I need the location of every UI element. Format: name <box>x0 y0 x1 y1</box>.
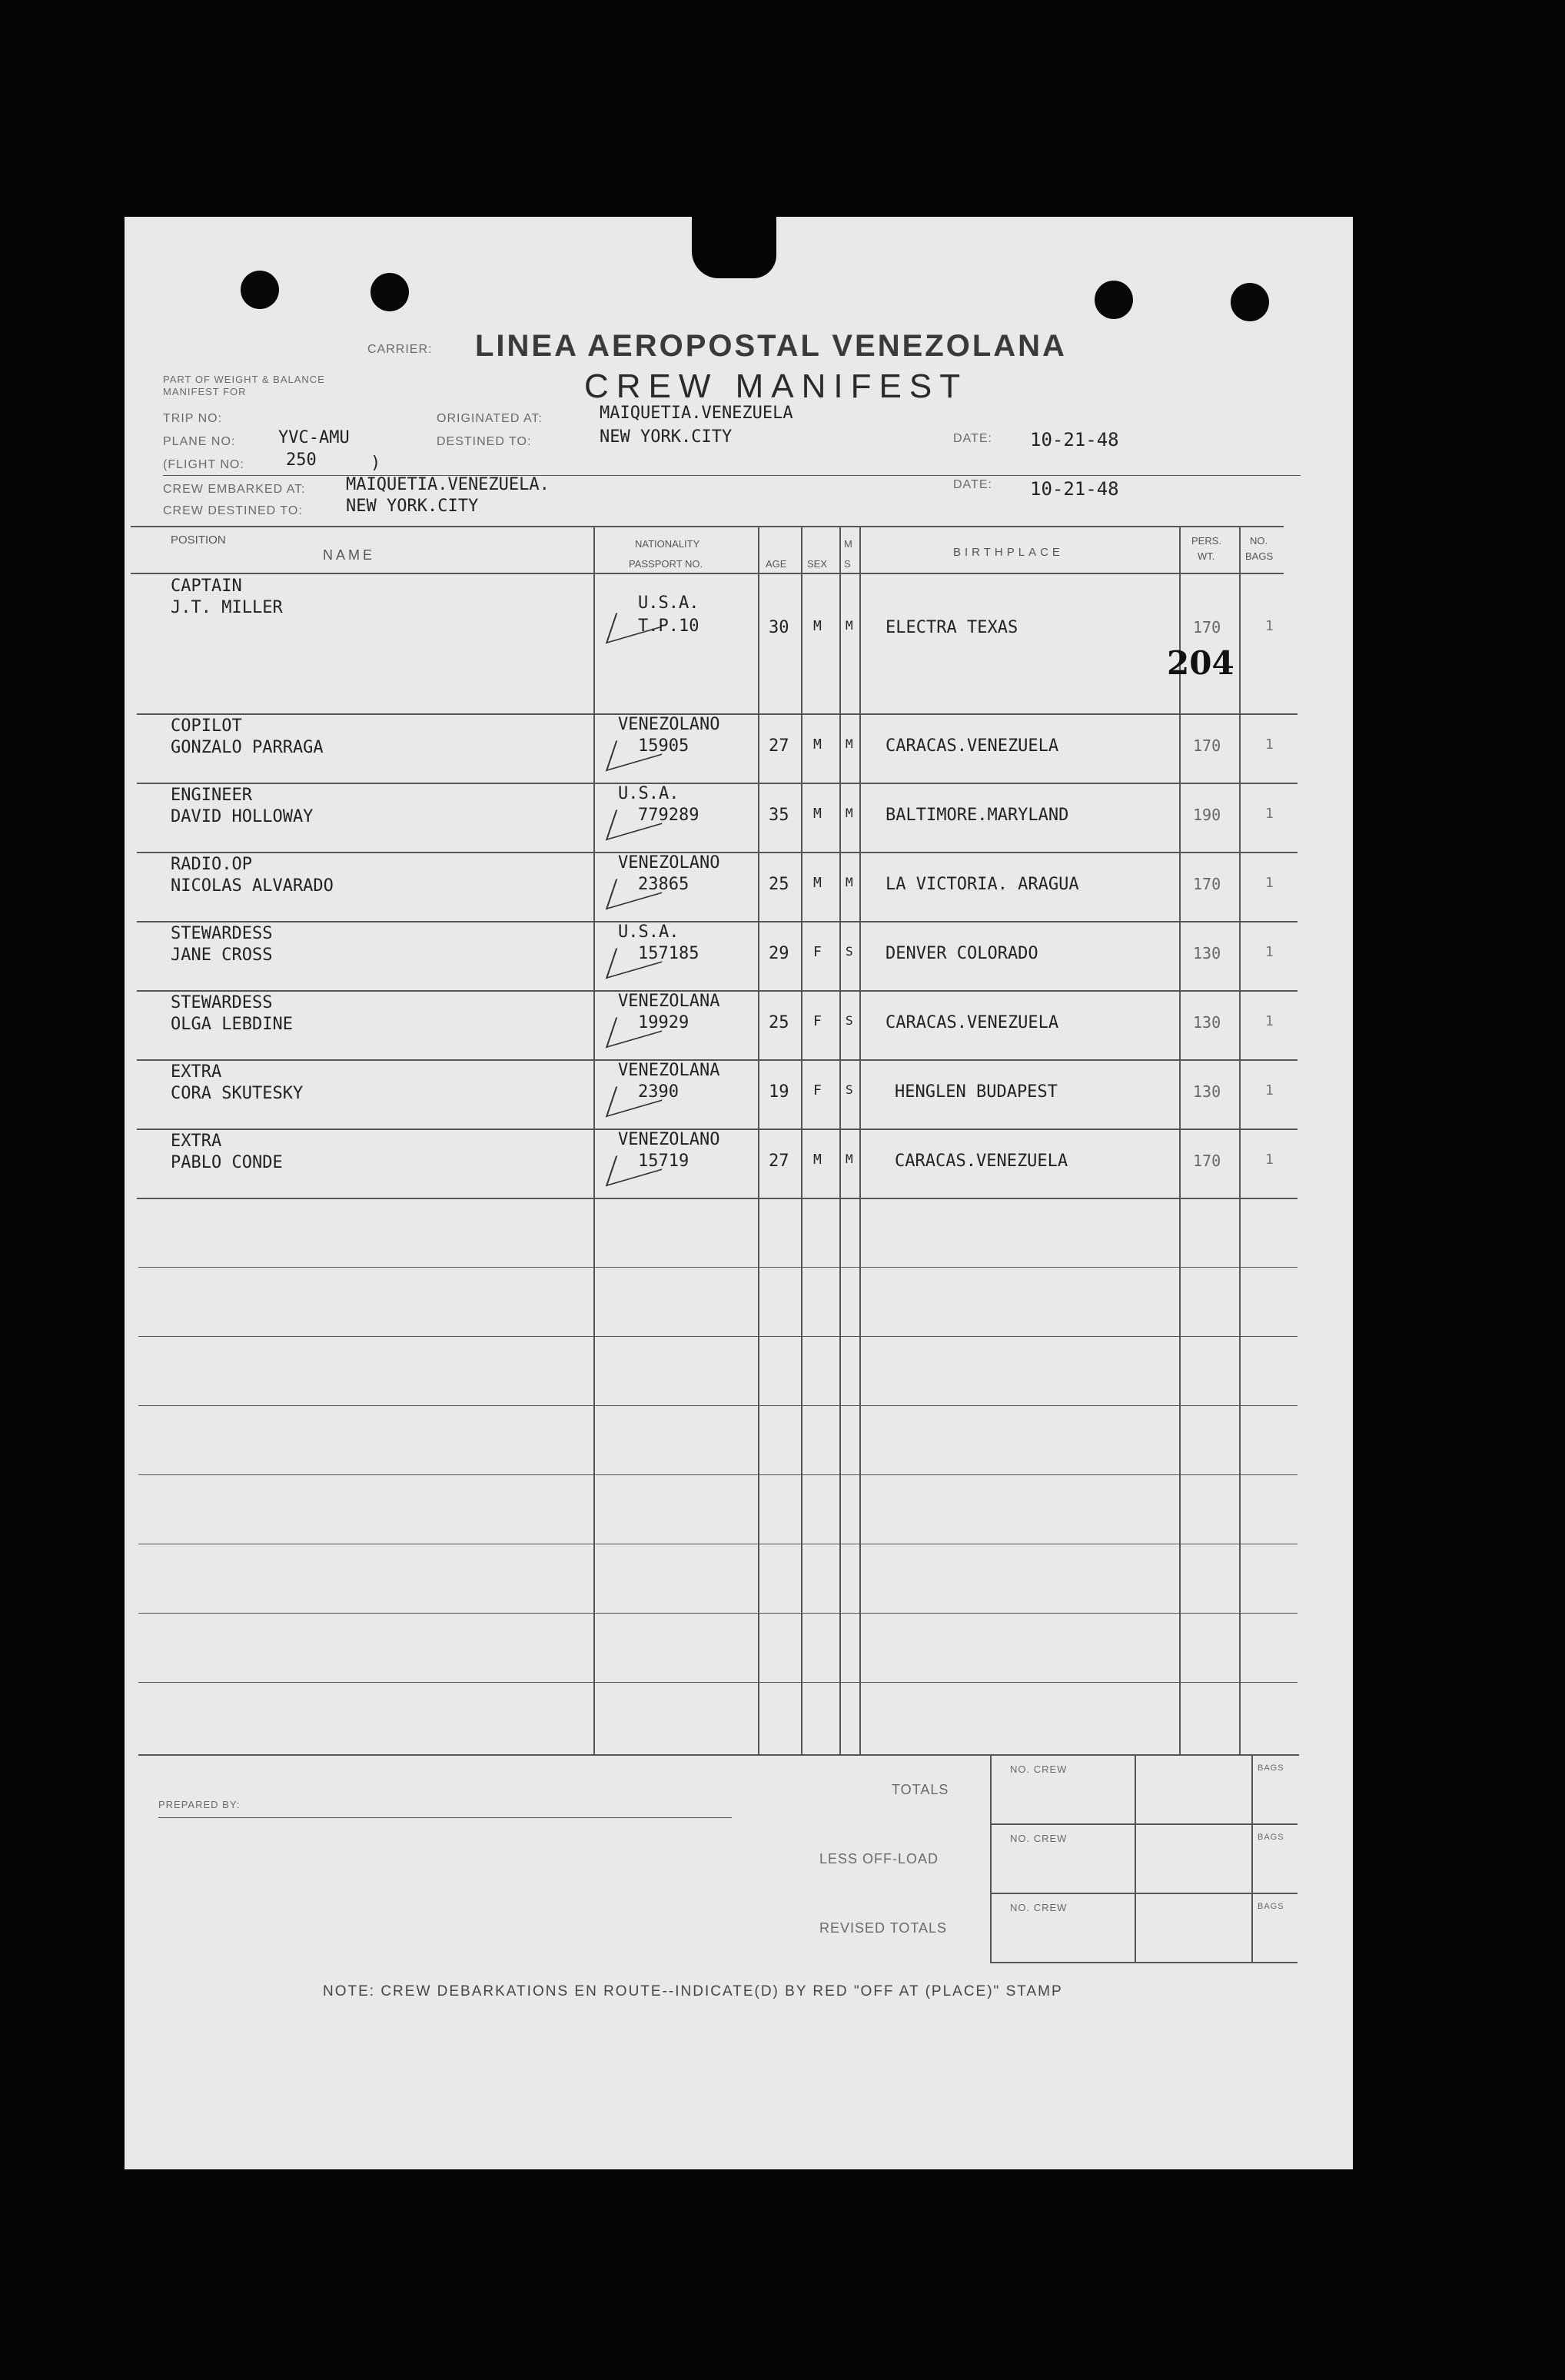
totals-label: TOTALS <box>892 1782 949 1797</box>
col-rule <box>839 526 841 1754</box>
col-bags-2: BAGS <box>1245 550 1274 562</box>
crew-age: 27 <box>769 1152 789 1171</box>
bags-label: BAGS <box>1258 1833 1284 1842</box>
destined-to: NEW YORK.CITY <box>600 427 733 447</box>
totals-box-rule <box>1135 1754 1136 1963</box>
bags-label: BAGS <box>1258 1902 1284 1911</box>
crew-nationality: VENEZOLANO <box>618 1130 720 1149</box>
crew-marital: S <box>846 944 853 959</box>
date-value: 10-21-48 <box>1030 429 1119 450</box>
crew-bags: 1 <box>1265 1013 1274 1029</box>
footer-rule <box>138 1754 1299 1756</box>
crew-passport: 15905 <box>638 736 689 756</box>
col-ms-m: M <box>844 538 852 550</box>
col-birthplace: BIRTHPLACE <box>953 546 1064 559</box>
totals-box-rule <box>1251 1754 1253 1963</box>
crew-sex: F <box>813 944 822 960</box>
crew-position: ENGINEER <box>171 786 252 805</box>
col-rule <box>1179 526 1181 1754</box>
crew-bags: 1 <box>1265 1152 1274 1168</box>
crew-sex: M <box>813 618 822 634</box>
crew-weight: 190 <box>1193 806 1221 824</box>
crew-bags: 1 <box>1265 875 1274 891</box>
row-rule <box>137 783 1298 784</box>
crew-birthplace: LA VICTORIA. ARAGUA <box>886 875 1079 894</box>
col-rule <box>801 526 802 1754</box>
originated-at: MAIQUETIA.VENEZUELA <box>600 404 793 423</box>
crew-bags: 1 <box>1265 806 1274 822</box>
crew-passport: 2390 <box>638 1082 679 1102</box>
crew-passport: 779289 <box>638 806 699 825</box>
crew-marital: M <box>846 618 853 633</box>
col-rule <box>593 526 595 1754</box>
crew-nationality: VENEZOLANA <box>618 1061 720 1080</box>
row-rule <box>137 921 1298 922</box>
empty-row-rule <box>138 1474 1298 1475</box>
col-bags-1: NO. <box>1250 535 1268 547</box>
col-weight-2: WT. <box>1198 550 1215 562</box>
table-header-rule <box>131 573 1284 574</box>
totals-box-rule <box>990 1893 1298 1894</box>
crew-weight: 170 <box>1193 618 1221 637</box>
crew-passport: 19929 <box>638 1013 689 1032</box>
embarked-label: CREW EMBARKED AT: <box>163 483 306 496</box>
embarked-at: MAIQUETIA.VENEZUELA. <box>346 475 550 494</box>
crew-bags: 1 <box>1265 944 1274 960</box>
manifest-sheet <box>125 217 1353 2169</box>
col-position: POSITION <box>171 534 226 547</box>
empty-row-rule <box>138 1682 1298 1683</box>
flight-close: ) <box>370 454 381 473</box>
totals-box-rule <box>990 1962 1298 1963</box>
totals-box-rule <box>990 1754 992 1963</box>
bags-label: BAGS <box>1258 1763 1284 1773</box>
crew-weight: 170 <box>1193 1152 1221 1170</box>
crew-birthplace: ELECTRA TEXAS <box>886 618 1018 637</box>
col-ms-s: S <box>844 558 851 570</box>
flight-no-label: (FLIGHT NO: <box>163 458 244 471</box>
footer-note: NOTE: CREW DEBARKATIONS EN ROUTE--INDICATE(D) BY RED "OFF AT (PLACE)" STAMP <box>323 1983 1063 1999</box>
empty-row-rule <box>138 1613 1298 1614</box>
part-of-label: PART OF WEIGHT & BALANCE MANIFEST FOR <box>163 374 325 397</box>
crew-nationality: U.S.A. <box>618 922 679 942</box>
crew-sex: F <box>813 1082 822 1099</box>
col-rule <box>758 526 759 1754</box>
crew-weight: 130 <box>1193 1082 1221 1101</box>
crew-position: RADIO.OP <box>171 855 252 874</box>
crew-birthplace: CARACAS.VENEZUELA <box>886 736 1059 756</box>
flight-no: 250 <box>286 450 317 470</box>
document-title: CREW MANIFEST <box>584 367 969 405</box>
crew-weight: 130 <box>1193 944 1221 962</box>
crew-marital: M <box>846 1152 853 1166</box>
crew-passport: 23865 <box>638 875 689 894</box>
crew-birthplace: BALTIMORE.MARYLAND <box>886 806 1069 825</box>
crew-weight: 170 <box>1193 736 1221 755</box>
punch-hole <box>1231 283 1269 321</box>
crew-position: CAPTAIN <box>171 577 242 596</box>
crew-age: 30 <box>769 618 789 637</box>
no-crew-label: NO. CREW <box>1010 1833 1068 1844</box>
originated-label: ORIGINATED AT: <box>437 412 543 425</box>
crew-sex: M <box>813 806 822 822</box>
crew-nationality: VENEZOLANO <box>618 853 720 873</box>
punch-hole <box>1095 281 1133 319</box>
crew-name: OLGA LEBDINE <box>171 1015 293 1034</box>
crew-marital: M <box>846 736 853 751</box>
crew-nationality: VENEZOLANA <box>618 992 720 1011</box>
crew-nationality: U.S.A. <box>618 784 679 803</box>
no-crew-label: NO. CREW <box>1010 1902 1068 1913</box>
crew-marital: M <box>846 875 853 889</box>
crew-position: STEWARDESS <box>171 993 273 1012</box>
crew-sex: F <box>813 1013 822 1029</box>
trip-no-label: TRIP NO: <box>163 412 223 425</box>
crew-passport: T.P.10 <box>638 617 699 636</box>
prepared-by-label: PREPARED BY: <box>158 1799 241 1810</box>
crew-passport: 157185 <box>638 944 699 963</box>
empty-row-rule <box>138 1336 1298 1337</box>
crew-nationality: U.S.A. <box>638 593 699 613</box>
plane-no-label: PLANE NO: <box>163 435 236 448</box>
date2-value: 10-21-48 <box>1030 478 1119 500</box>
carrier-label: CARRIER: <box>367 343 433 356</box>
totals-box-rule <box>990 1823 1298 1825</box>
torn-notch <box>692 217 776 278</box>
crew-age: 35 <box>769 806 789 825</box>
crew-position: STEWARDESS <box>171 924 273 943</box>
plane-no: YVC-AMU <box>278 428 350 447</box>
crew-position: EXTRA <box>171 1132 222 1151</box>
crew-nationality: VENEZOLANO <box>618 715 720 734</box>
crew-birthplace: HENGLEN BUDAPEST <box>895 1082 1058 1102</box>
crew-birthplace: CARACAS.VENEZUELA <box>886 1013 1059 1032</box>
crew-name: CORA SKUTESKY <box>171 1084 304 1103</box>
crew-name: GONZALO PARRAGA <box>171 738 324 757</box>
crew-position: COPILOT <box>171 716 242 736</box>
crew-name: DAVID HOLLOWAY <box>171 807 314 826</box>
less-offload-label: LESS OFF-LOAD <box>819 1851 939 1866</box>
crew-sex: M <box>813 736 822 753</box>
crew-birthplace: DENVER COLORADO <box>886 944 1038 963</box>
no-crew-label: NO. CREW <box>1010 1763 1068 1775</box>
col-sex: SEX <box>807 558 828 570</box>
col-nationality: NATIONALITY <box>635 538 700 550</box>
col-rule <box>859 526 861 1754</box>
row-rule <box>137 1198 1298 1199</box>
date-label: DATE: <box>953 432 992 445</box>
col-rule <box>1239 526 1241 1754</box>
crew-name: NICOLAS ALVARADO <box>171 876 334 896</box>
empty-row-rule <box>138 1405 1298 1406</box>
crew-passport: 15719 <box>638 1152 689 1171</box>
crew-birthplace: CARACAS.VENEZUELA <box>895 1152 1068 1171</box>
crew-weight: 130 <box>1193 1013 1221 1032</box>
date2-label: DATE: <box>953 478 992 491</box>
crew-sex: M <box>813 875 822 891</box>
crew-name: JANE CROSS <box>171 946 273 965</box>
crew-weight: 170 <box>1193 875 1221 893</box>
crew-age: 25 <box>769 875 789 894</box>
crew-bags: 1 <box>1265 1082 1274 1099</box>
crew-position: EXTRA <box>171 1062 222 1082</box>
crew-age: 27 <box>769 736 789 756</box>
col-weight-1: PERS. <box>1191 535 1222 547</box>
revised-totals-label: REVISED TOTALS <box>819 1920 948 1936</box>
col-age: AGE <box>766 558 787 570</box>
empty-row-rule <box>138 1267 1298 1268</box>
crew-name: PABLO CONDE <box>171 1153 283 1172</box>
crew-sex: M <box>813 1152 822 1168</box>
divider <box>163 475 1301 476</box>
crew-marital: S <box>846 1013 853 1028</box>
crew-destined-label: CREW DESTINED TO: <box>163 504 303 517</box>
crew-age: 29 <box>769 944 789 963</box>
handwritten-number: 204 <box>1167 644 1234 682</box>
crew-age: 19 <box>769 1082 789 1102</box>
punch-hole <box>370 273 409 311</box>
crew-name: J.T. MILLER <box>171 598 283 617</box>
carrier-name: LINEA AEROPOSTAL VENEZOLANA <box>475 329 1067 363</box>
crew-marital: S <box>846 1082 853 1097</box>
table-top-rule <box>131 526 1284 527</box>
crew-bags: 1 <box>1265 618 1274 634</box>
col-passport: PASSPORT NO. <box>629 558 703 570</box>
crew-age: 25 <box>769 1013 789 1032</box>
crew-marital: M <box>846 806 853 820</box>
crew-bags: 1 <box>1265 736 1274 753</box>
crew-destined-to: NEW YORK.CITY <box>346 497 479 516</box>
col-name: NAME <box>323 547 376 563</box>
punch-hole <box>241 271 279 309</box>
prepared-by-line <box>158 1817 732 1818</box>
destined-label: DESTINED TO: <box>437 435 532 448</box>
